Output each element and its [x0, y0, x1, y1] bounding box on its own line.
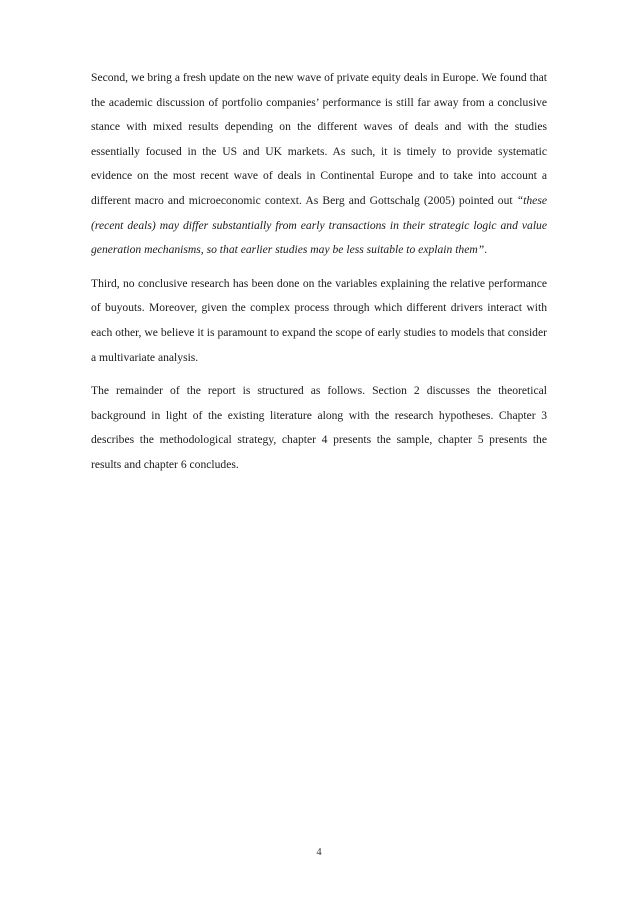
- paragraph-text: Second, we bring a fresh update on the new wave of private equity deals in Europe. We found that the academic discussion of portfolio companies’ performance is still far away from a conclusive stance with mixed results depending on the different waves of deals and with the studies essentially focused in the US and UK markets. As such, it is timely to provide systematic evidence on the most recent wave of deals in Continental Europe and to take into account a different macro and microeconomic context. As Berg and Gottschalg (2005) pointed out: [91, 71, 547, 207]
- paragraph-report-structure: The remainder of the report is structured as follows. Section 2 discusses the theoretical background in light of the existing literature along with the research hypotheses. Chapter 3 describes the methodological strategy, chapter 4 presents the sample, chapter 5 presents the results and chapter 6 concludes.: [91, 384, 547, 471]
- page-body: [91, 66, 547, 478]
- italic-quotation: “these (recent deals) may differ substantially from early transactions in their strategic logic and value generation mechanisms, so that earlier studies may be less suitable to explain them”: [91, 193, 547, 257]
- paragraph-end: .: [484, 243, 488, 257]
- page-number: 4: [316, 847, 322, 858]
- paragraph-private-equity-update: [91, 66, 547, 263]
- paragraph-buyout-variables: Third, no conclusive research has been done on the variables explaining the relative performance of buyouts. Moreover, given the complex process through which different drivers interact with each other, we believe it is paramount to expand the scope of early studies to models that consider a multivariate analysis.: [91, 276, 547, 364]
